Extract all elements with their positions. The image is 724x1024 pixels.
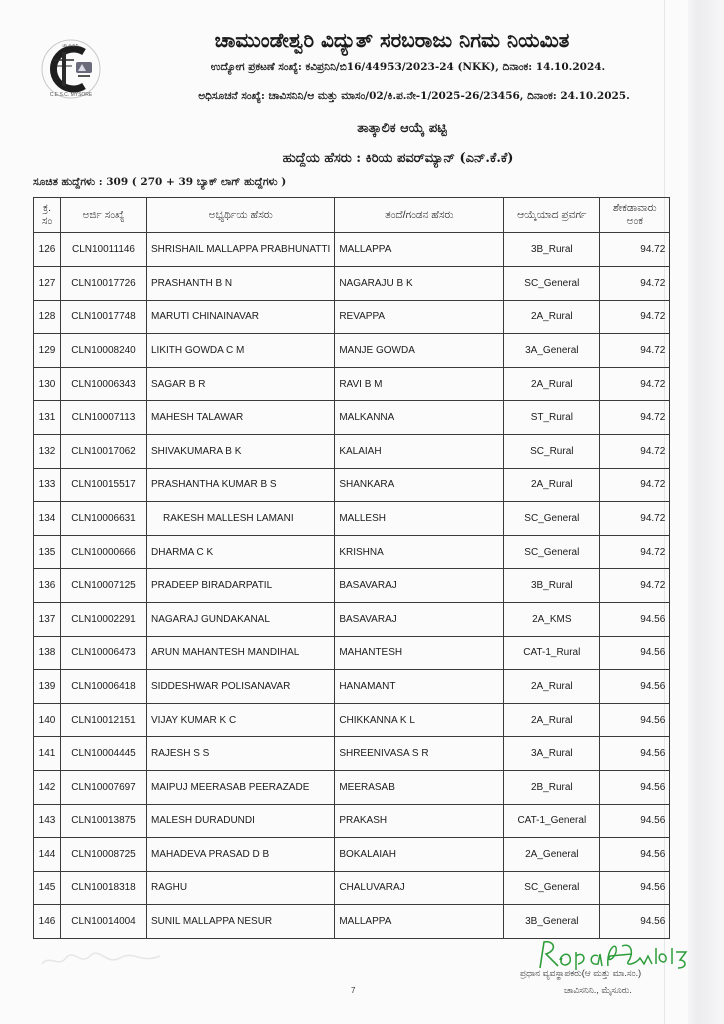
table-row: [34, 434, 670, 468]
marks-cell: 94.56: [600, 905, 670, 939]
application-number-cell: CLN10002291: [61, 602, 147, 636]
category-cell: 3B_Rural: [504, 569, 600, 603]
serial-cell: 136: [34, 569, 61, 603]
page-number: 7: [351, 986, 356, 995]
serial-cell: 145: [34, 871, 61, 905]
table-row: [34, 838, 670, 872]
category-cell: CAT-1_Rural: [504, 636, 600, 670]
serial-cell: 128: [34, 300, 61, 334]
candidate-name-cell: MAIPUJ MEERASAB PEERAZADE: [147, 770, 335, 804]
father-name-cell: PRAKASH: [335, 804, 504, 838]
category-cell: 2A_KMS: [504, 602, 600, 636]
category-cell: SC_General: [504, 267, 600, 301]
category-cell: 2B_Rural: [504, 770, 600, 804]
company-title: ಚಾಮುಂಡೇಶ್ವರಿ ವಿದ್ಯುತ್ ಸರಬರಾಜು ನಿಗಮ ನಿಯಮಿತ: [214, 28, 570, 52]
table-row: [34, 367, 670, 401]
father-name-cell: BASAVARAJ: [335, 602, 504, 636]
serial-cell: 135: [34, 535, 61, 569]
serial-cell: 132: [34, 434, 61, 468]
table-row: [34, 770, 670, 804]
application-number-cell: CLN10004445: [61, 737, 147, 771]
application-number-cell: CLN10017062: [61, 434, 147, 468]
column-header-marks: ಶೇಕಡಾವಾರು ಅಂಕ: [600, 198, 670, 233]
candidate-name-cell: MALESH DURADUNDI: [147, 804, 335, 838]
application-number-cell: CLN10017726: [61, 267, 147, 301]
category-cell: 3A_Rural: [504, 737, 600, 771]
marks-cell: 94.72: [600, 401, 670, 435]
serial-cell: 140: [34, 703, 61, 737]
marks-cell: 94.56: [600, 737, 670, 771]
marks-cell: 94.56: [600, 670, 670, 704]
notified-vacancies: ಸೂಚಿತ ಹುದ್ದೆಗಳು : 309 ( 270 + 39 ಬ್ಯಾಕ್ ಲಾಗ್ ಹುದ್ದೆಗಳು ): [33, 176, 287, 188]
candidate-name-cell: MARUTI CHINAINAVAR: [147, 300, 335, 334]
candidate-name-cell: SAGAR B R: [147, 367, 335, 401]
marks-cell: 94.72: [600, 334, 670, 368]
father-name-cell: HANAMANT: [335, 670, 504, 704]
application-number-cell: CLN10006631: [61, 502, 147, 536]
marks-cell: 94.56: [600, 871, 670, 905]
father-name-cell: KRISHNA: [335, 535, 504, 569]
application-number-cell: CLN10013875: [61, 804, 147, 838]
serial-cell: 134: [34, 502, 61, 536]
svg-text:C.E.S.C. MYSORE: C.E.S.C. MYSORE: [49, 92, 93, 98]
candidate-name-cell: SHRISHAIL MALLAPPA PRABHUNATTI: [147, 233, 335, 267]
candidate-name-cell: RAGHU: [147, 871, 335, 905]
table-row: [34, 636, 670, 670]
table-row: [34, 670, 670, 704]
table-row: [34, 737, 670, 771]
father-name-cell: MALKANNA: [335, 401, 504, 435]
candidate-name-cell: SHIVAKUMARA B K: [147, 434, 335, 468]
marks-cell: 94.72: [600, 569, 670, 603]
application-number-cell: CLN10018318: [61, 871, 147, 905]
father-name-cell: SHANKARA: [335, 468, 504, 502]
serial-cell: 130: [34, 367, 61, 401]
table-row: [34, 535, 670, 569]
employment-notification-number: ಉದ್ಯೋಗ ಪ್ರಕಟಣೆ ಸಂಖ್ಯೆ: ಕವಿಪ್ರನಿನಿ/ಬಿ16/44953/2023-24 (NKK), ದಿನಾಂಕ: 14.10.2024.: [210, 61, 606, 73]
serial-cell: 141: [34, 737, 61, 771]
table-row: [34, 602, 670, 636]
application-number-cell: CLN10017748: [61, 300, 147, 334]
application-number-cell: CLN10011146: [61, 233, 147, 267]
provisional-selection-list-title: ತಾತ್ಕಾಲಿಕ ಆಯ್ಕೆ ಪಟ್ಟಿ: [357, 121, 447, 136]
application-number-cell: CLN10014004: [61, 905, 147, 939]
marks-cell: 94.72: [600, 434, 670, 468]
candidate-name-cell: SIDDESHWAR POLISANAVAR: [147, 670, 335, 704]
selection-list-table: [33, 197, 670, 939]
candidate-name-cell: VIJAY KUMAR K C: [147, 703, 335, 737]
father-name-cell: REVAPPA: [335, 300, 504, 334]
application-number-cell: CLN10007113: [61, 401, 147, 435]
category-cell: 2A_General: [504, 838, 600, 872]
serial-cell: 137: [34, 602, 61, 636]
marks-cell: 94.72: [600, 267, 670, 301]
notification-reference-number: ಅಧಿಸೂಚನೆ ಸಂಖ್ಯೆ: ಚಾವಿಸನಿನಿ/ಆ ಮತ್ತು ಮಾಸಂ/02/ಕಿ.ಪ.ನೇ-1/2025-26/23456, ದಿನಾಂಕ: 24.10.2025.: [198, 90, 630, 102]
marks-cell: 94.72: [600, 367, 670, 401]
candidate-name-cell: PRADEEP BIRADARPATIL: [147, 569, 335, 603]
candidate-name-cell: MAHADEVA PRASAD D B: [147, 838, 335, 872]
table-row: [34, 300, 670, 334]
father-name-cell: CHIKKANNA K L: [335, 703, 504, 737]
category-cell: 3B_General: [504, 905, 600, 939]
father-name-cell: NAGARAJU B K: [335, 267, 504, 301]
father-name-cell: BOKALAIAH: [335, 838, 504, 872]
father-name-cell: CHALUVARAJ: [335, 871, 504, 905]
serial-cell: 133: [34, 468, 61, 502]
serial-cell: 129: [34, 334, 61, 368]
application-number-cell: CLN10006418: [61, 670, 147, 704]
category-cell: 2A_Rural: [504, 703, 600, 737]
application-number-cell: CLN10008240: [61, 334, 147, 368]
category-cell: SC_General: [504, 535, 600, 569]
candidate-name-cell: RAKESH MALLESH LAMANI: [147, 502, 335, 536]
bleed-through-mark: [40, 950, 180, 970]
table-row: [34, 905, 670, 939]
table-row: [34, 804, 670, 838]
category-cell: ST_Rural: [504, 401, 600, 435]
signatory-designation: ಪ್ರಧಾನ ವ್ಯವಸ್ಥಾಪಕರು(ಆ ಮತ್ತು ಮಾ.ಸಂ.): [520, 968, 642, 978]
table-row: [34, 703, 670, 737]
table-row: [34, 871, 670, 905]
table-row: [34, 267, 670, 301]
marks-cell: 94.56: [600, 602, 670, 636]
serial-cell: 127: [34, 267, 61, 301]
serial-cell: 138: [34, 636, 61, 670]
candidate-name-cell: DHARMA C K: [147, 535, 335, 569]
category-cell: SC_Rural: [504, 434, 600, 468]
candidate-name-cell: SUNIL MALLAPPA NESUR: [147, 905, 335, 939]
candidate-name-cell: NAGARAJ GUNDAKANAL: [147, 602, 335, 636]
post-name-heading: ಹುದ್ದೆಯ ಹೆಸರು : ಕಿರಿಯ ಪವರ್‌ಮ್ಯಾನ್ (ಎನ್.ಕೆ.ಕೆ): [282, 151, 514, 166]
category-cell: 2A_Rural: [504, 300, 600, 334]
table-row: [34, 334, 670, 368]
category-cell: 2A_Rural: [504, 367, 600, 401]
application-number-cell: CLN10006343: [61, 367, 147, 401]
column-header-serial: ಕ್ರ. ಸಂ: [34, 198, 61, 233]
marks-cell: 94.56: [600, 838, 670, 872]
serial-cell: 144: [34, 838, 61, 872]
marks-cell: 94.72: [600, 300, 670, 334]
category-cell: 2A_Rural: [504, 468, 600, 502]
marks-cell: 94.56: [600, 636, 670, 670]
column-header-candidate-name: ಅಭ್ಯರ್ಥಿಯ ಹೆಸರು: [147, 198, 335, 233]
column-header-application-number: ಅರ್ಜಿ ಸಂಖ್ಯೆ: [61, 198, 147, 233]
application-number-cell: CLN10012151: [61, 703, 147, 737]
category-cell: SC_General: [504, 502, 600, 536]
application-number-cell: CLN10015517: [61, 468, 147, 502]
serial-cell: 126: [34, 233, 61, 267]
marks-cell: 94.72: [600, 502, 670, 536]
father-name-cell: SHREENIVASA S R: [335, 737, 504, 771]
table-row: [34, 401, 670, 435]
father-name-cell: MAHANTESH: [335, 636, 504, 670]
serial-cell: 146: [34, 905, 61, 939]
table-row: [34, 233, 670, 267]
father-name-cell: MALLAPPA: [335, 905, 504, 939]
marks-cell: 94.56: [600, 804, 670, 838]
father-name-cell: KALAIAH: [335, 434, 504, 468]
table-row: [34, 468, 670, 502]
marks-cell: 94.56: [600, 703, 670, 737]
table-row: [34, 569, 670, 603]
marks-cell: 94.72: [600, 535, 670, 569]
category-cell: SC_General: [504, 871, 600, 905]
serial-cell: 139: [34, 670, 61, 704]
category-cell: 3B_Rural: [504, 233, 600, 267]
serial-cell: 131: [34, 401, 61, 435]
candidate-name-cell: MAHESH TALAWAR: [147, 401, 335, 435]
candidate-name-cell: RAJESH S S: [147, 737, 335, 771]
category-cell: 3A_General: [504, 334, 600, 368]
application-number-cell: CLN10008725: [61, 838, 147, 872]
application-number-cell: CLN10000666: [61, 535, 147, 569]
father-name-cell: MALLAPPA: [335, 233, 504, 267]
signatory-office: ಚಾವಿಸನಿನಿ., ಮೈಸೂರು.: [564, 985, 632, 995]
father-name-cell: BASAVARAJ: [335, 569, 504, 603]
application-number-cell: CLN10007697: [61, 770, 147, 804]
marks-cell: 94.72: [600, 233, 670, 267]
candidate-name-cell: PRASHANTHA KUMAR B S: [147, 468, 335, 502]
father-name-cell: MEERASAB: [335, 770, 504, 804]
serial-cell: 143: [34, 804, 61, 838]
category-cell: CAT-1_General: [504, 804, 600, 838]
application-number-cell: CLN10007125: [61, 569, 147, 603]
column-header-category: ಆಯ್ಕೆಯಾದ ಪ್ರವರ್ಗ: [504, 198, 600, 233]
signature-icon: [536, 938, 696, 972]
column-header-father-name: ತಂದೆ/ಗಂಡನ ಹೆಸರು: [335, 198, 504, 233]
application-number-cell: CLN10006473: [61, 636, 147, 670]
candidate-name-cell: ARUN MAHANTESH MANDIHAL: [147, 636, 335, 670]
svg-text:ಚಾ.ವಿ.ಸ.ನಿ.: ಚಾ.ವಿ.ಸ.ನಿ.: [62, 43, 80, 48]
marks-cell: 94.56: [600, 770, 670, 804]
candidate-name-cell: PRASHANTH B N: [147, 267, 335, 301]
table-header-row: [34, 198, 670, 233]
father-name-cell: MANJE GOWDA: [335, 334, 504, 368]
father-name-cell: MALLESH: [335, 502, 504, 536]
marks-cell: 94.72: [600, 468, 670, 502]
candidate-name-cell: LIKITH GOWDA C M: [147, 334, 335, 368]
category-cell: 2A_Rural: [504, 670, 600, 704]
table-row: [34, 502, 670, 536]
serial-cell: 142: [34, 770, 61, 804]
father-name-cell: RAVI B M: [335, 367, 504, 401]
